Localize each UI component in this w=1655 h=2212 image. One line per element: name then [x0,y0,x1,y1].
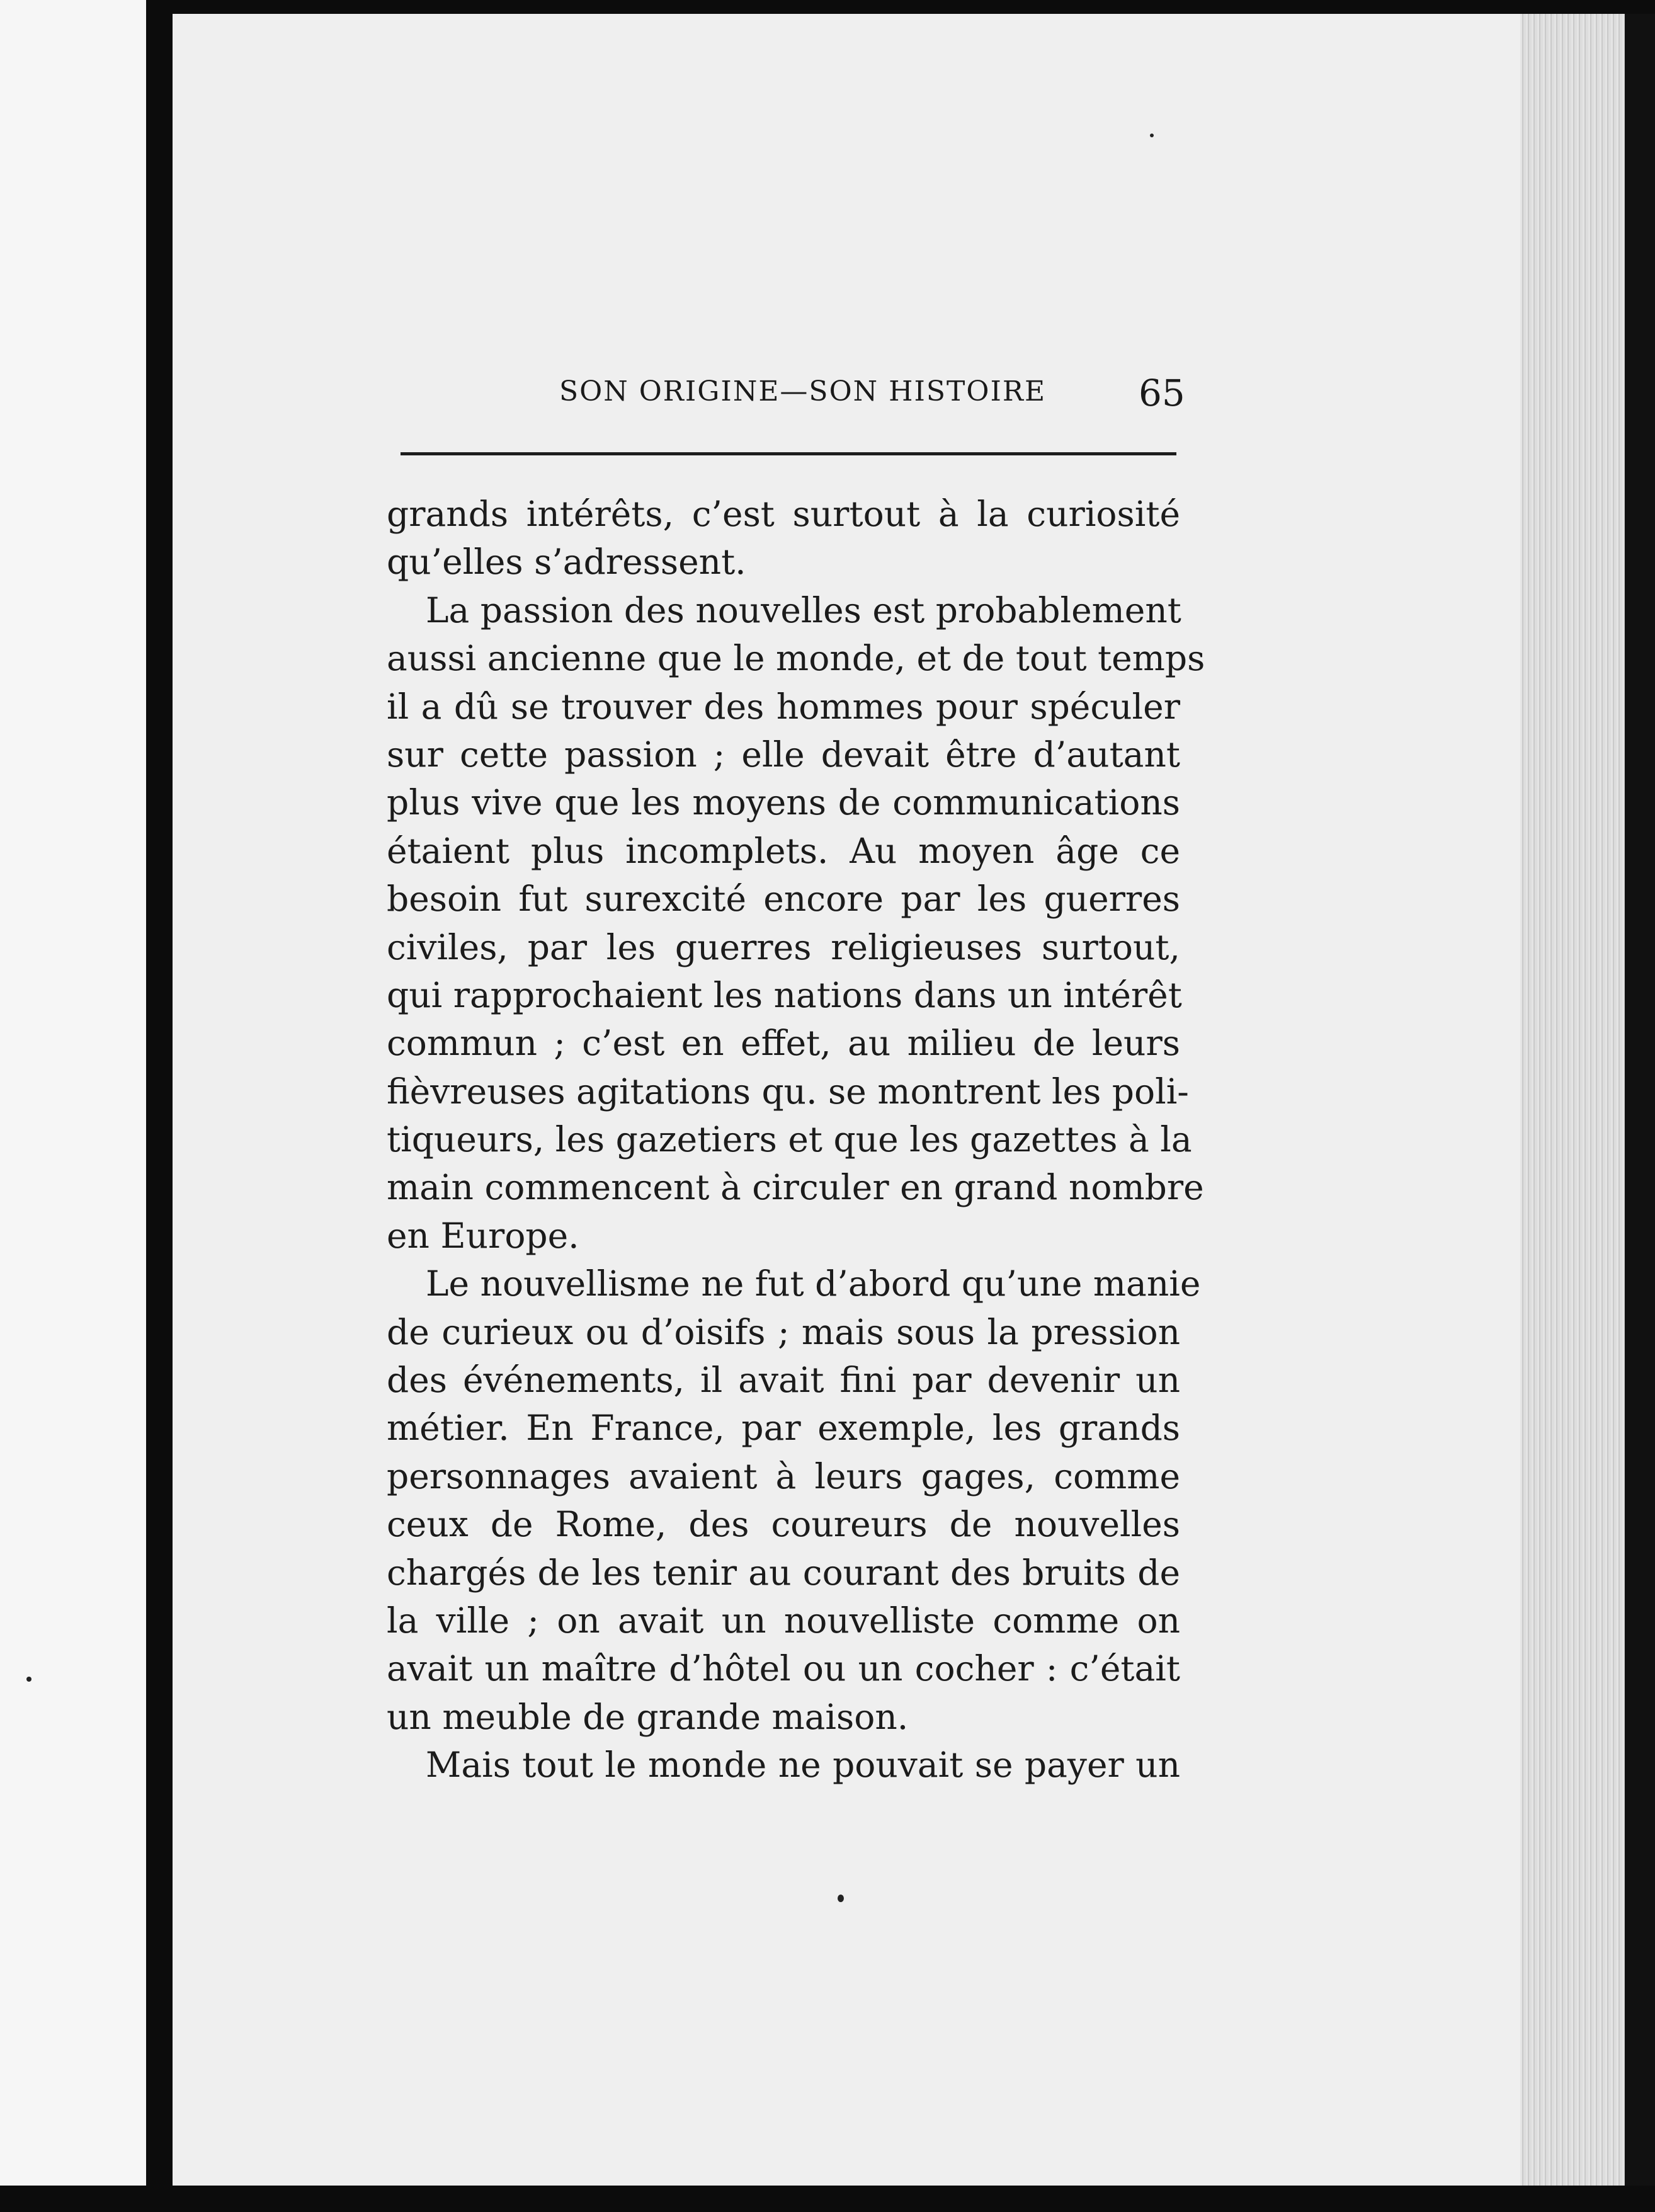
page-number: 65 [1139,372,1185,414]
text-line: qu’elles s’adressent. [387,542,746,583]
text-line: fièvreuses agitations qu. se montrent les poli- [387,1071,1189,1112]
facing-page-margin [0,0,146,2212]
text-line: tiqueurs, les gazetiers et que les gazettes à la [387,1119,1192,1160]
text-line: en Europe. [387,1215,579,1256]
ink-speck [26,1677,31,1682]
body-text [387,490,1205,1789]
scan-bottom-border [0,2186,1655,2212]
running-head-title: SON ORIGINE—SON HISTOIRE [559,375,1047,408]
text-line: de curieux ou d’oisifs ; mais sous la pression [387,1311,1180,1352]
text-line: ceux de Rome, des coureurs de nouvelles [387,1504,1180,1545]
text-line: besoin fut surexcité encore par les guerres [387,879,1180,920]
ink-speck [1150,134,1154,137]
text-line: qui rapprochaient les nations dans un intérêt [387,974,1182,1015]
text-line: sur cette passion ; elle devait être d’autant [387,734,1180,775]
text-line: chargés de les tenir au courant des bruits de [387,1552,1180,1593]
text-line: métier. En France, par exemple, les grands [387,1408,1180,1449]
text-line: Mais tout le monde ne pouvait se payer un [426,1745,1180,1786]
ink-speck [838,1895,844,1902]
text-line: plus vive que les moyens de communications [387,782,1180,823]
text-line: Le nouvellisme ne fut d’abord qu’une manie [426,1263,1201,1304]
scan-top-border [173,0,1655,14]
text-line: commun ; c’est en effet, au milieu de leurs [387,1023,1180,1064]
text-line: personnages avaient à leurs gages, comme [387,1456,1180,1497]
text-line: étaient plus incomplets. Au moyen âge ce [387,830,1180,871]
scan-right-border [1625,14,1655,2186]
header-rule [401,452,1176,455]
text-line: civiles, par les guerres religieuses surtout, [387,926,1180,967]
text-line: main commencent à circuler en grand nombre [387,1167,1204,1208]
text-line: il a dû se trouver des hommes pour spéculer [387,686,1180,727]
text-line: des événements, il avait fini par devenir un [387,1360,1180,1401]
text-line: aussi ancienne que le monde, et de tout temps [387,638,1205,679]
text-line: la ville ; on avait un nouvelliste comme on [387,1600,1180,1641]
book-gutter [146,0,173,2212]
text-line: avait un maître d’hôtel ou un cocher : c’était [387,1648,1180,1689]
text-line: grands intérêts, c’est surtout à la curiosité [387,494,1180,534]
text-line: La passion des nouvelles est probablement [426,590,1181,630]
text-line: un meuble de grande maison. [387,1696,909,1737]
